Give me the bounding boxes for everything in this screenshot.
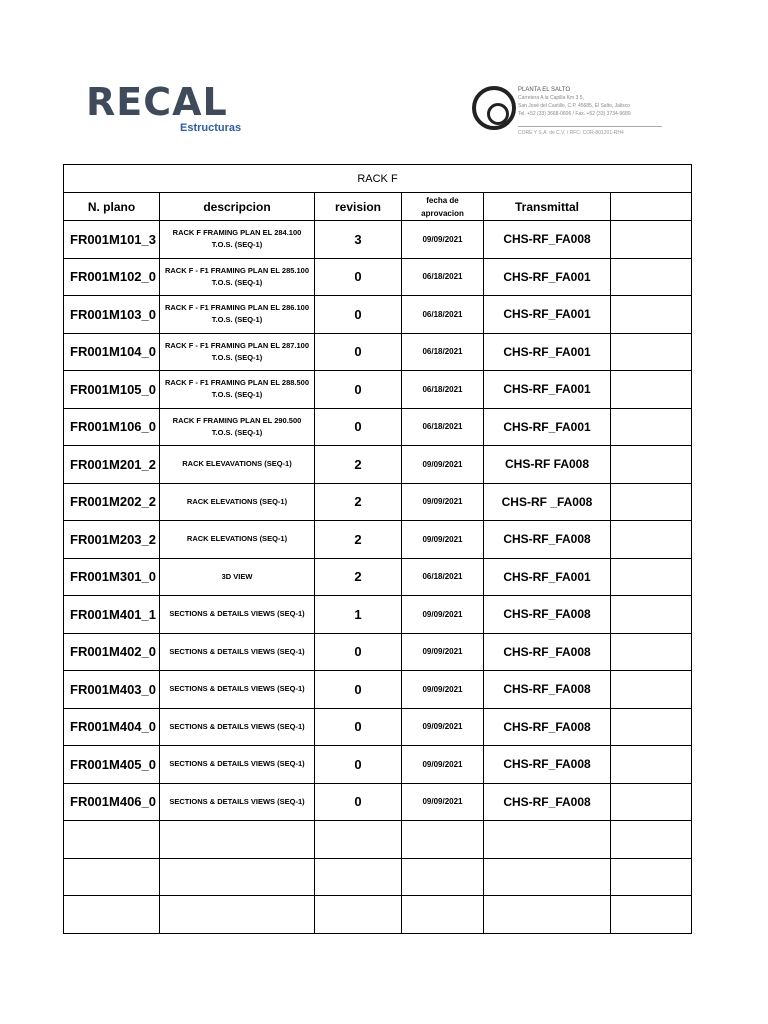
cell-transmittal: CHS-RF_FA001 (484, 296, 611, 334)
cell-transmittal: CHS-RF _FA008 (484, 483, 611, 521)
cell-fecha: 09/09/2021 (402, 483, 484, 521)
table-row (64, 746, 692, 784)
cell-plano: FR001M404_0 (64, 708, 160, 746)
plant-address: PLANTA EL SALTO Carretera A la Capilla Km 3.5, San José del Castillo, C.P. 45685, El Salto, Jalisco Tel. +52 (33) 3668-0606 / Fax. +52 (33) 3734-9680 (518, 87, 631, 117)
cell-fecha: 09/09/2021 (402, 221, 484, 259)
cell-extra (611, 558, 692, 596)
cell-fecha: 09/09/2021 (402, 633, 484, 671)
cell-revision: 0 (315, 671, 402, 709)
cell-fecha (402, 896, 484, 934)
cell-extra (611, 671, 692, 709)
cell-transmittal: CHS-RF_FA001 (484, 408, 611, 446)
cell-extra (611, 521, 692, 559)
cell-fecha (402, 821, 484, 859)
table-row (64, 558, 692, 596)
cell-plano: FR001M202_2 (64, 483, 160, 521)
table-row (64, 333, 692, 371)
cell-transmittal: CHS-RF_FA001 (484, 371, 611, 409)
table-row (64, 483, 692, 521)
cell-transmittal (484, 896, 611, 934)
cell-descripcion: RACK F FRAMING PLAN EL 284.100 T.O.S. (SEQ-1) (160, 221, 315, 259)
cell-revision: 2 (315, 521, 402, 559)
cell-revision: 0 (315, 783, 402, 821)
recal-logo-subtitle: Estructuras (180, 122, 242, 134)
cell-revision: 0 (315, 708, 402, 746)
recal-logo-word: RECAL (86, 80, 228, 124)
cell-transmittal: CHS-RF_FA008 (484, 521, 611, 559)
cell-extra (611, 258, 692, 296)
cell-transmittal: CHS-RF_FA001 (484, 258, 611, 296)
cell-extra (611, 746, 692, 784)
cell-transmittal: CHS-RF_FA008 (484, 671, 611, 709)
cell-plano: FR001M104_0 (64, 333, 160, 371)
cell-descripcion: RACK F - F1 FRAMING PLAN EL 287.100 T.O.S. (SEQ-1) (160, 333, 315, 371)
cell-revision: 0 (315, 258, 402, 296)
plant-logo (468, 80, 688, 142)
cell-transmittal (484, 821, 611, 859)
cell-revision (315, 896, 402, 934)
header-plano: N. plano (64, 193, 160, 221)
cell-extra (611, 221, 692, 259)
cell-descripcion: SECTIONS & DETAILS VIEWS (SEQ-1) (160, 671, 315, 709)
cell-fecha: 09/09/2021 (402, 521, 484, 559)
header-transmittal: Transmittal (484, 193, 611, 221)
cell-plano: FR001M401_1 (64, 596, 160, 634)
table-row (64, 671, 692, 709)
table-row (64, 708, 692, 746)
cell-transmittal (484, 858, 611, 896)
cell-descripcion: RACK F FRAMING PLAN EL 290.500 T.O.S. (SEQ-1) (160, 408, 315, 446)
cell-descripcion: RACK ELEVAVATIONS (SEQ-1) (160, 446, 315, 484)
table-row (64, 896, 692, 934)
table-row (64, 296, 692, 334)
cell-descripcion (160, 896, 315, 934)
table-title: RACK F (64, 165, 692, 193)
cell-plano (64, 858, 160, 896)
cell-transmittal: CHS-RF_FA008 (484, 221, 611, 259)
cell-revision: 0 (315, 633, 402, 671)
table-row (64, 521, 692, 559)
table-row (64, 446, 692, 484)
cell-fecha: 09/09/2021 (402, 671, 484, 709)
cell-plano: FR001M105_0 (64, 371, 160, 409)
cell-extra (611, 371, 692, 409)
cell-descripcion: RACK ELEVATIONS (SEQ-1) (160, 521, 315, 559)
cell-fecha: 09/09/2021 (402, 783, 484, 821)
header-revision: revision (315, 193, 402, 221)
cell-revision: 2 (315, 558, 402, 596)
cell-fecha (402, 858, 484, 896)
cell-revision: 0 (315, 333, 402, 371)
cell-descripcion: RACK F - F1 FRAMING PLAN EL 288.500 T.O.S. (SEQ-1) (160, 371, 315, 409)
cell-descripcion: 3D VIEW (160, 558, 315, 596)
cell-revision: 2 (315, 483, 402, 521)
cell-revision: 1 (315, 596, 402, 634)
cell-revision (315, 821, 402, 859)
cell-revision: 2 (315, 446, 402, 484)
cell-revision: 0 (315, 408, 402, 446)
cell-descripcion: SECTIONS & DETAILS VIEWS (SEQ-1) (160, 746, 315, 784)
table-row (64, 258, 692, 296)
cell-transmittal: CHS-RF_FA008 (484, 596, 611, 634)
cell-extra (611, 333, 692, 371)
cell-transmittal: CHS-RF FA008 (484, 446, 611, 484)
table-row (64, 596, 692, 634)
table-row (64, 371, 692, 409)
cell-plano: FR001M101_3 (64, 221, 160, 259)
header-fecha: fecha de aprovacion (402, 193, 484, 221)
cell-descripcion (160, 858, 315, 896)
cell-descripcion: RACK ELEVATIONS (SEQ-1) (160, 483, 315, 521)
cell-descripcion: RACK F - F1 FRAMING PLAN EL 286.100 T.O.S. (SEQ-1) (160, 296, 315, 334)
cell-fecha: 06/18/2021 (402, 296, 484, 334)
cell-fecha: 06/18/2021 (402, 558, 484, 596)
table-row (64, 821, 692, 859)
cell-fecha: 06/18/2021 (402, 333, 484, 371)
cell-plano: FR001M106_0 (64, 408, 160, 446)
cell-plano: FR001M402_0 (64, 633, 160, 671)
cell-revision: 3 (315, 221, 402, 259)
cell-extra (611, 296, 692, 334)
cell-descripcion: SECTIONS & DETAILS VIEWS (SEQ-1) (160, 633, 315, 671)
cell-descripcion: SECTIONS & DETAILS VIEWS (SEQ-1) (160, 783, 315, 821)
header-descripcion: descripcion (160, 193, 315, 221)
cell-plano: FR001M403_0 (64, 671, 160, 709)
cell-extra (611, 408, 692, 446)
cell-extra (611, 446, 692, 484)
cell-transmittal: CHS-RF_FA001 (484, 333, 611, 371)
table-row (64, 408, 692, 446)
cell-plano (64, 821, 160, 859)
cell-transmittal: CHS-RF_FA008 (484, 746, 611, 784)
cell-extra (611, 633, 692, 671)
cell-revision: 0 (315, 371, 402, 409)
cell-plano: FR001M203_2 (64, 521, 160, 559)
cell-transmittal: CHS-RF_FA008 (484, 708, 611, 746)
drawings-table (63, 164, 692, 934)
cell-extra (611, 483, 692, 521)
cell-fecha: 09/09/2021 (402, 596, 484, 634)
cell-fecha: 09/09/2021 (402, 746, 484, 784)
aisc-seal-icon (472, 86, 516, 130)
cell-transmittal: CHS-RF_FA001 (484, 558, 611, 596)
cell-revision: 0 (315, 296, 402, 334)
cell-transmittal: CHS-RF_FA008 (484, 633, 611, 671)
recal-logo (86, 80, 256, 140)
cell-plano: FR001M405_0 (64, 746, 160, 784)
cell-fecha: 06/18/2021 (402, 258, 484, 296)
cell-plano: FR001M201_2 (64, 446, 160, 484)
cell-descripcion: SECTIONS & DETAILS VIEWS (SEQ-1) (160, 596, 315, 634)
cell-revision (315, 858, 402, 896)
table-row (64, 783, 692, 821)
cell-descripcion: RACK F - F1 FRAMING PLAN EL 285.100 T.O.S. (SEQ-1) (160, 258, 315, 296)
divider (518, 126, 662, 127)
cell-fecha: 09/09/2021 (402, 446, 484, 484)
table-row (64, 858, 692, 896)
plant-footer: CORE Y S.A. de C.V. / RFC: COR-801201-RH4 (518, 130, 624, 136)
cell-fecha: 09/09/2021 (402, 708, 484, 746)
cell-fecha: 06/18/2021 (402, 371, 484, 409)
cell-descripcion: SECTIONS & DETAILS VIEWS (SEQ-1) (160, 708, 315, 746)
cell-revision: 0 (315, 746, 402, 784)
cell-transmittal: CHS-RF_FA008 (484, 783, 611, 821)
cell-plano: FR001M103_0 (64, 296, 160, 334)
cell-plano (64, 896, 160, 934)
cell-plano: FR001M406_0 (64, 783, 160, 821)
cell-descripcion (160, 821, 315, 859)
cell-plano: FR001M301_0 (64, 558, 160, 596)
cell-extra (611, 896, 692, 934)
cell-plano: FR001M102_0 (64, 258, 160, 296)
cell-extra (611, 708, 692, 746)
table-header-row (64, 193, 692, 221)
cell-extra (611, 596, 692, 634)
header-extra (611, 193, 692, 221)
table-row (64, 633, 692, 671)
cell-extra (611, 858, 692, 896)
table-row (64, 221, 692, 259)
cell-fecha: 06/18/2021 (402, 408, 484, 446)
cell-extra (611, 821, 692, 859)
cell-extra (611, 783, 692, 821)
